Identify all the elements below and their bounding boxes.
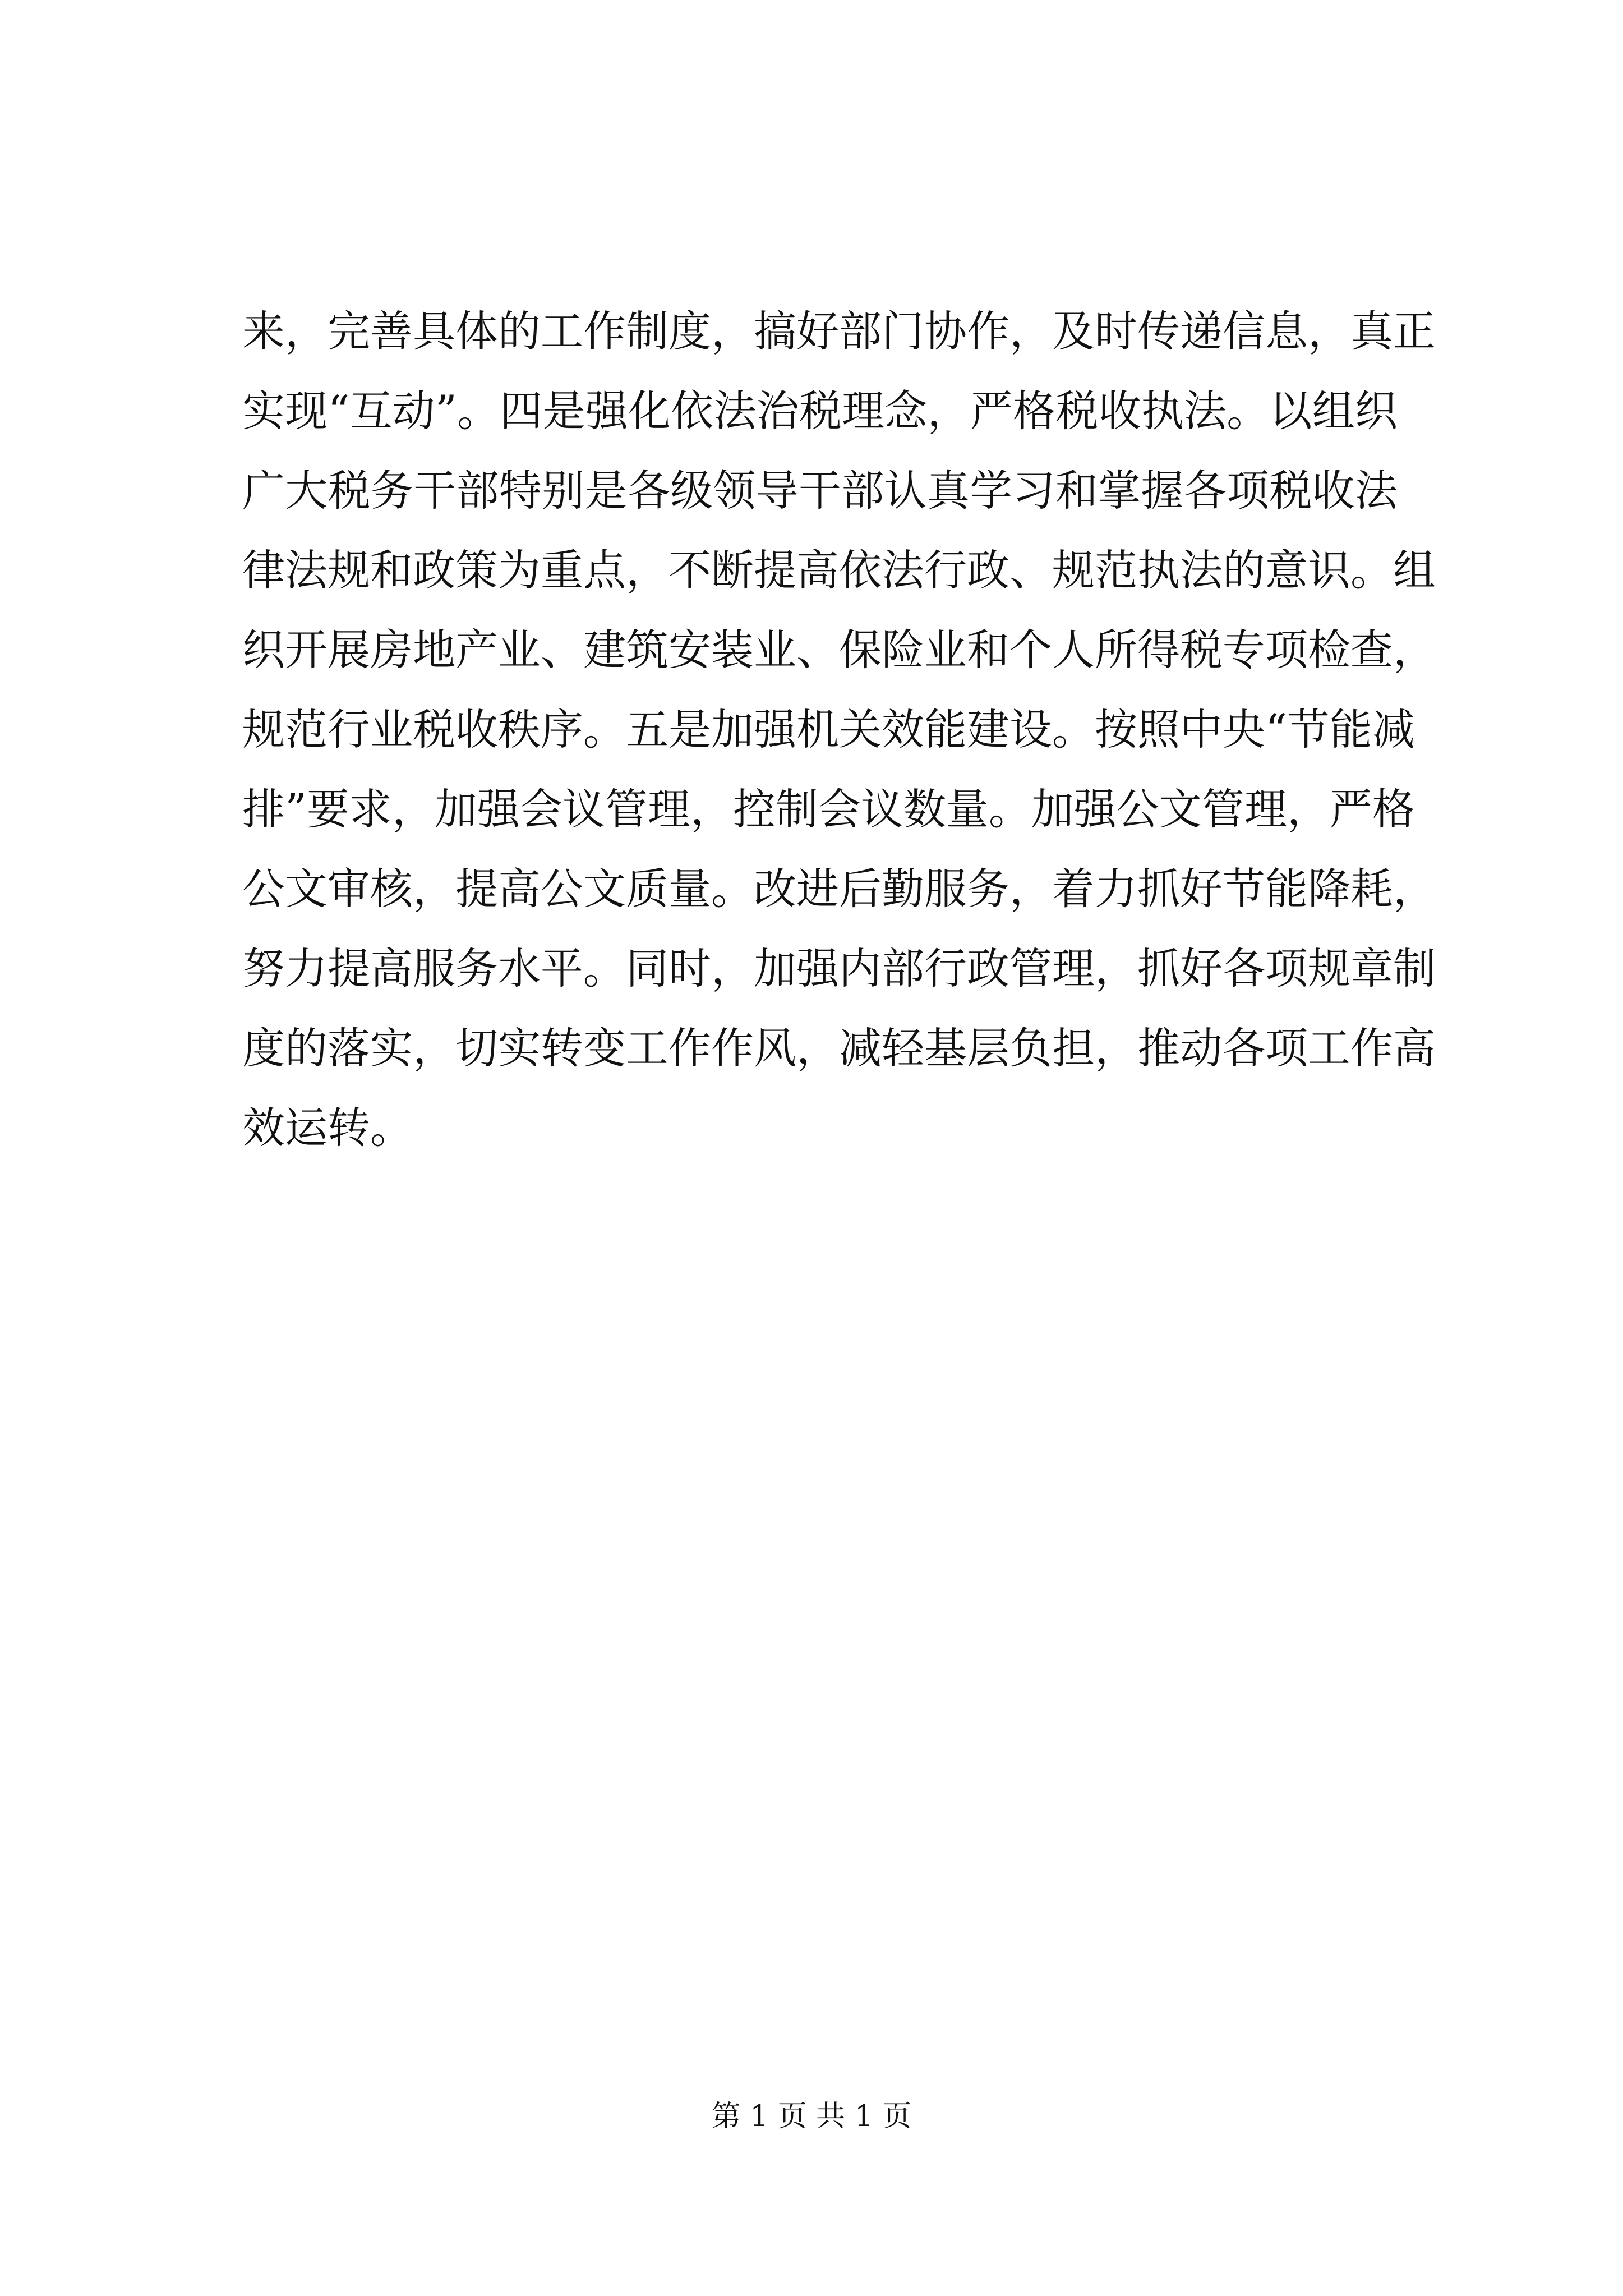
text-line: 织开展房地产业、建筑安装业、保险业和个人所得税专项检查，: [242, 625, 1436, 675]
text-line: 公文审核，提高公文质量。改进后勤服务，着力抓好节能降耗，: [242, 864, 1436, 914]
text-line: 广大税务干部特别是各级领导干部认真学习和掌握各项税收法: [242, 466, 1398, 516]
text-line: 排”要求，加强会议管理，控制会议数量。加强公文管理，严格: [242, 784, 1415, 834]
text-line: 规范行业税收秩序。五是加强机关效能建设。按照中央“节能减: [242, 705, 1415, 754]
text-line: 效运转。: [242, 1103, 413, 1153]
text-line: 来，完善具体的工作制度，搞好部门协作，及时传递信息，真正: [242, 306, 1436, 356]
page-footer: [0, 2097, 1623, 2136]
text-line: 努力提高服务水平。同时，加强内部行政管理，抓好各项规章制: [242, 944, 1436, 993]
page-number-label: 第 1 页 共 1 页: [711, 2100, 912, 2133]
body-paragraph: [242, 292, 1436, 1168]
text-line: 律法规和政策为重点，不断提高依法行政、规范执法的意识。组: [242, 545, 1436, 595]
text-line: 度的落实，切实转变工作作风，减轻基层负担，推动各项工作高: [242, 1023, 1436, 1073]
text-line: 实现“互动”。四是强化依法治税理念，严格税收执法。以组织: [242, 386, 1398, 436]
